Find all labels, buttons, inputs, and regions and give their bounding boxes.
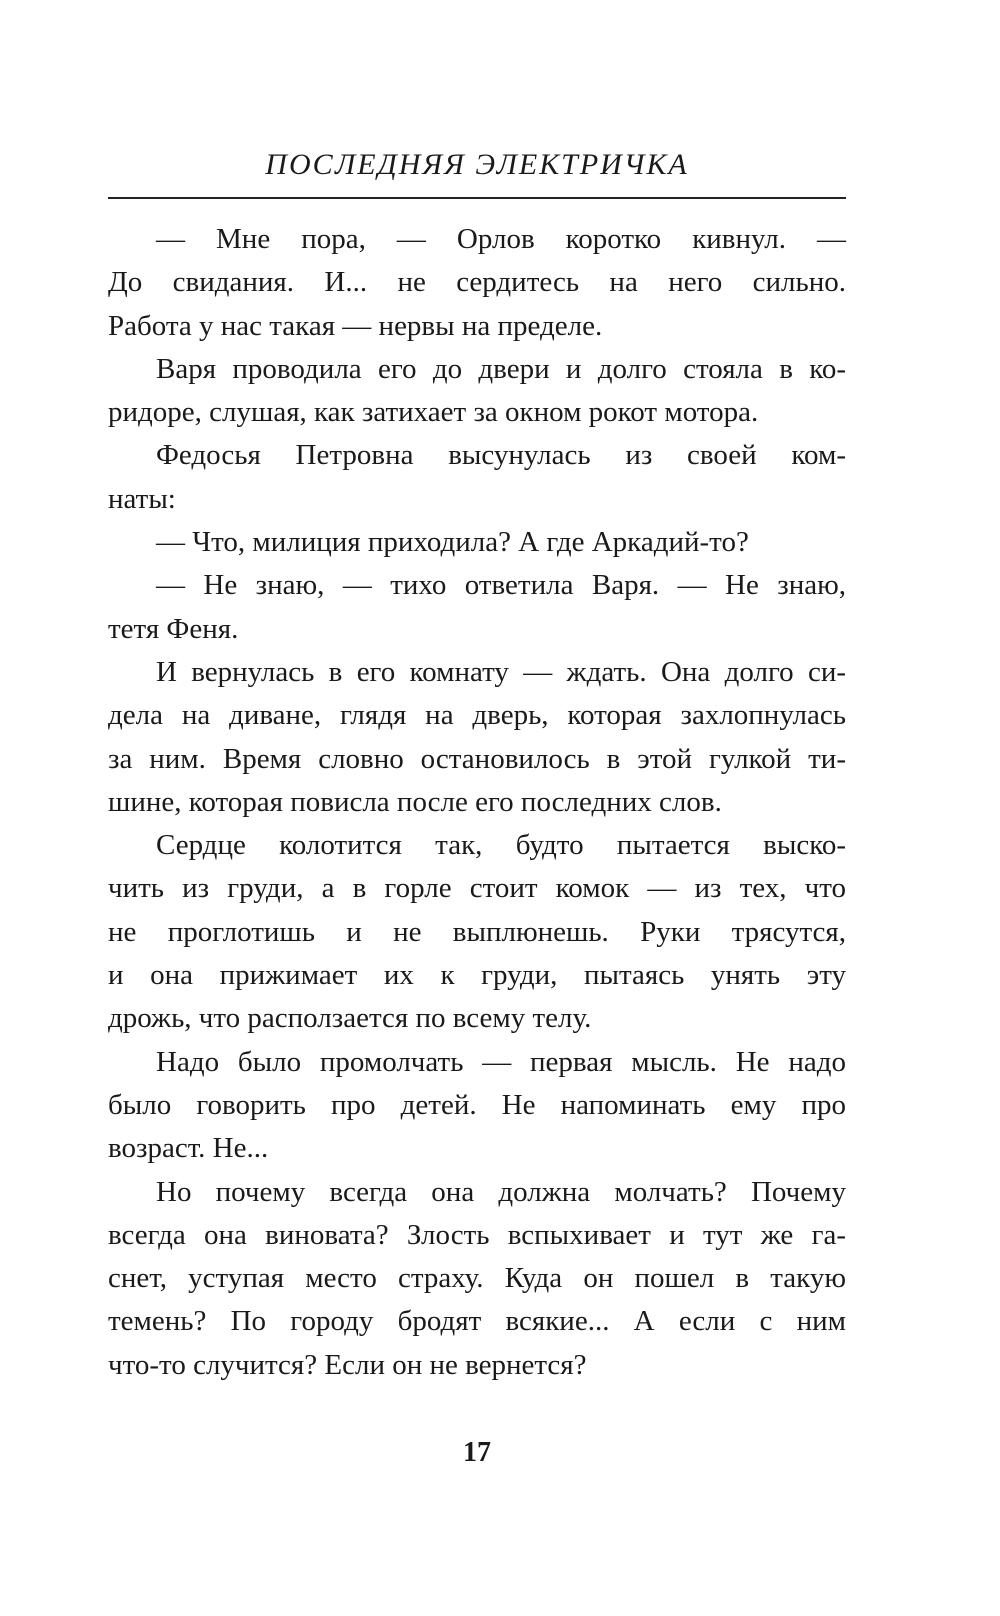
text-line: Сердце колотится так, будто пытается выско- [156, 829, 846, 862]
text-line: за ним. Время словно остановилось в этой гулкой ти- [108, 742, 846, 775]
page-number: 17 [463, 1437, 491, 1468]
paragraph [108, 651, 846, 824]
text-line: — Не знаю, — тихо ответила Варя. — Не знаю, [156, 569, 846, 602]
text-line: чить из груди, а в горле стоит комок — из тех, что [108, 872, 846, 905]
text-line: что-то случится? Если он не вернется? [108, 1348, 587, 1381]
paragraph [108, 1041, 846, 1171]
text-line: Федосья Петровна высунулась из своей ком- [156, 439, 846, 472]
text-line: Но почему всегда она должна молчать? Почему [156, 1175, 846, 1208]
text-line: дрожь, что расползается по всему телу. [108, 1002, 592, 1035]
paragraph [108, 564, 846, 651]
text-line: шине, которая повисла после его последних слов. [108, 785, 722, 818]
text-line: снет, уступая место страху. Куда он пошел в такую [108, 1262, 846, 1295]
text-line: И вернулась в его комнату — ждать. Она долго си- [156, 655, 846, 688]
text-line: Работа у нас такая — нервы на пределе. [108, 309, 603, 342]
text-line: и она прижимает их к груди, пытаясь унять эту [108, 959, 846, 992]
paragraph [108, 1171, 846, 1387]
text-line: До свидания. И... не сердитесь на него сильно. [108, 266, 846, 299]
text-line: ридоре, слушая, как затихает за окном рокот мотора. [108, 396, 759, 429]
body-text [108, 218, 846, 1387]
text-line: было говорить про детей. Не напоминать ему про [108, 1088, 846, 1121]
text-line: возраст. Не... [108, 1132, 269, 1165]
text-line: не проглотишь и не выплюнешь. Руки трясутся, [108, 915, 846, 948]
running-head-title: ПОСЛЕДНЯЯ ЭЛЕКТРИЧКА [265, 148, 689, 181]
paragraph [108, 824, 846, 1040]
text-line: — Мне пора, — Орлов коротко кивнул. — [156, 223, 846, 255]
text-line: всегда она виновата? Злость вспыхивает и тут же га- [108, 1218, 846, 1251]
text-line: темень? По городу бродят всякие... А если с ним [108, 1305, 846, 1338]
text-line: тетя Феня. [108, 612, 239, 645]
header-divider [108, 197, 846, 199]
paragraph [108, 348, 846, 435]
text-line: дела на диване, глядя на дверь, которая захлопнулась [108, 699, 846, 732]
paragraph [108, 218, 846, 348]
text-line: Варя проводила его до двери и долго стояла в ко- [156, 352, 846, 385]
text-line: Надо было промолчать — первая мысль. Не надо [156, 1045, 846, 1078]
paragraph [108, 434, 846, 521]
text-line: наты: [108, 482, 176, 515]
text-line: — Что, милиция приходила? А где Аркадий-то? [156, 526, 749, 559]
paragraph [108, 521, 846, 564]
